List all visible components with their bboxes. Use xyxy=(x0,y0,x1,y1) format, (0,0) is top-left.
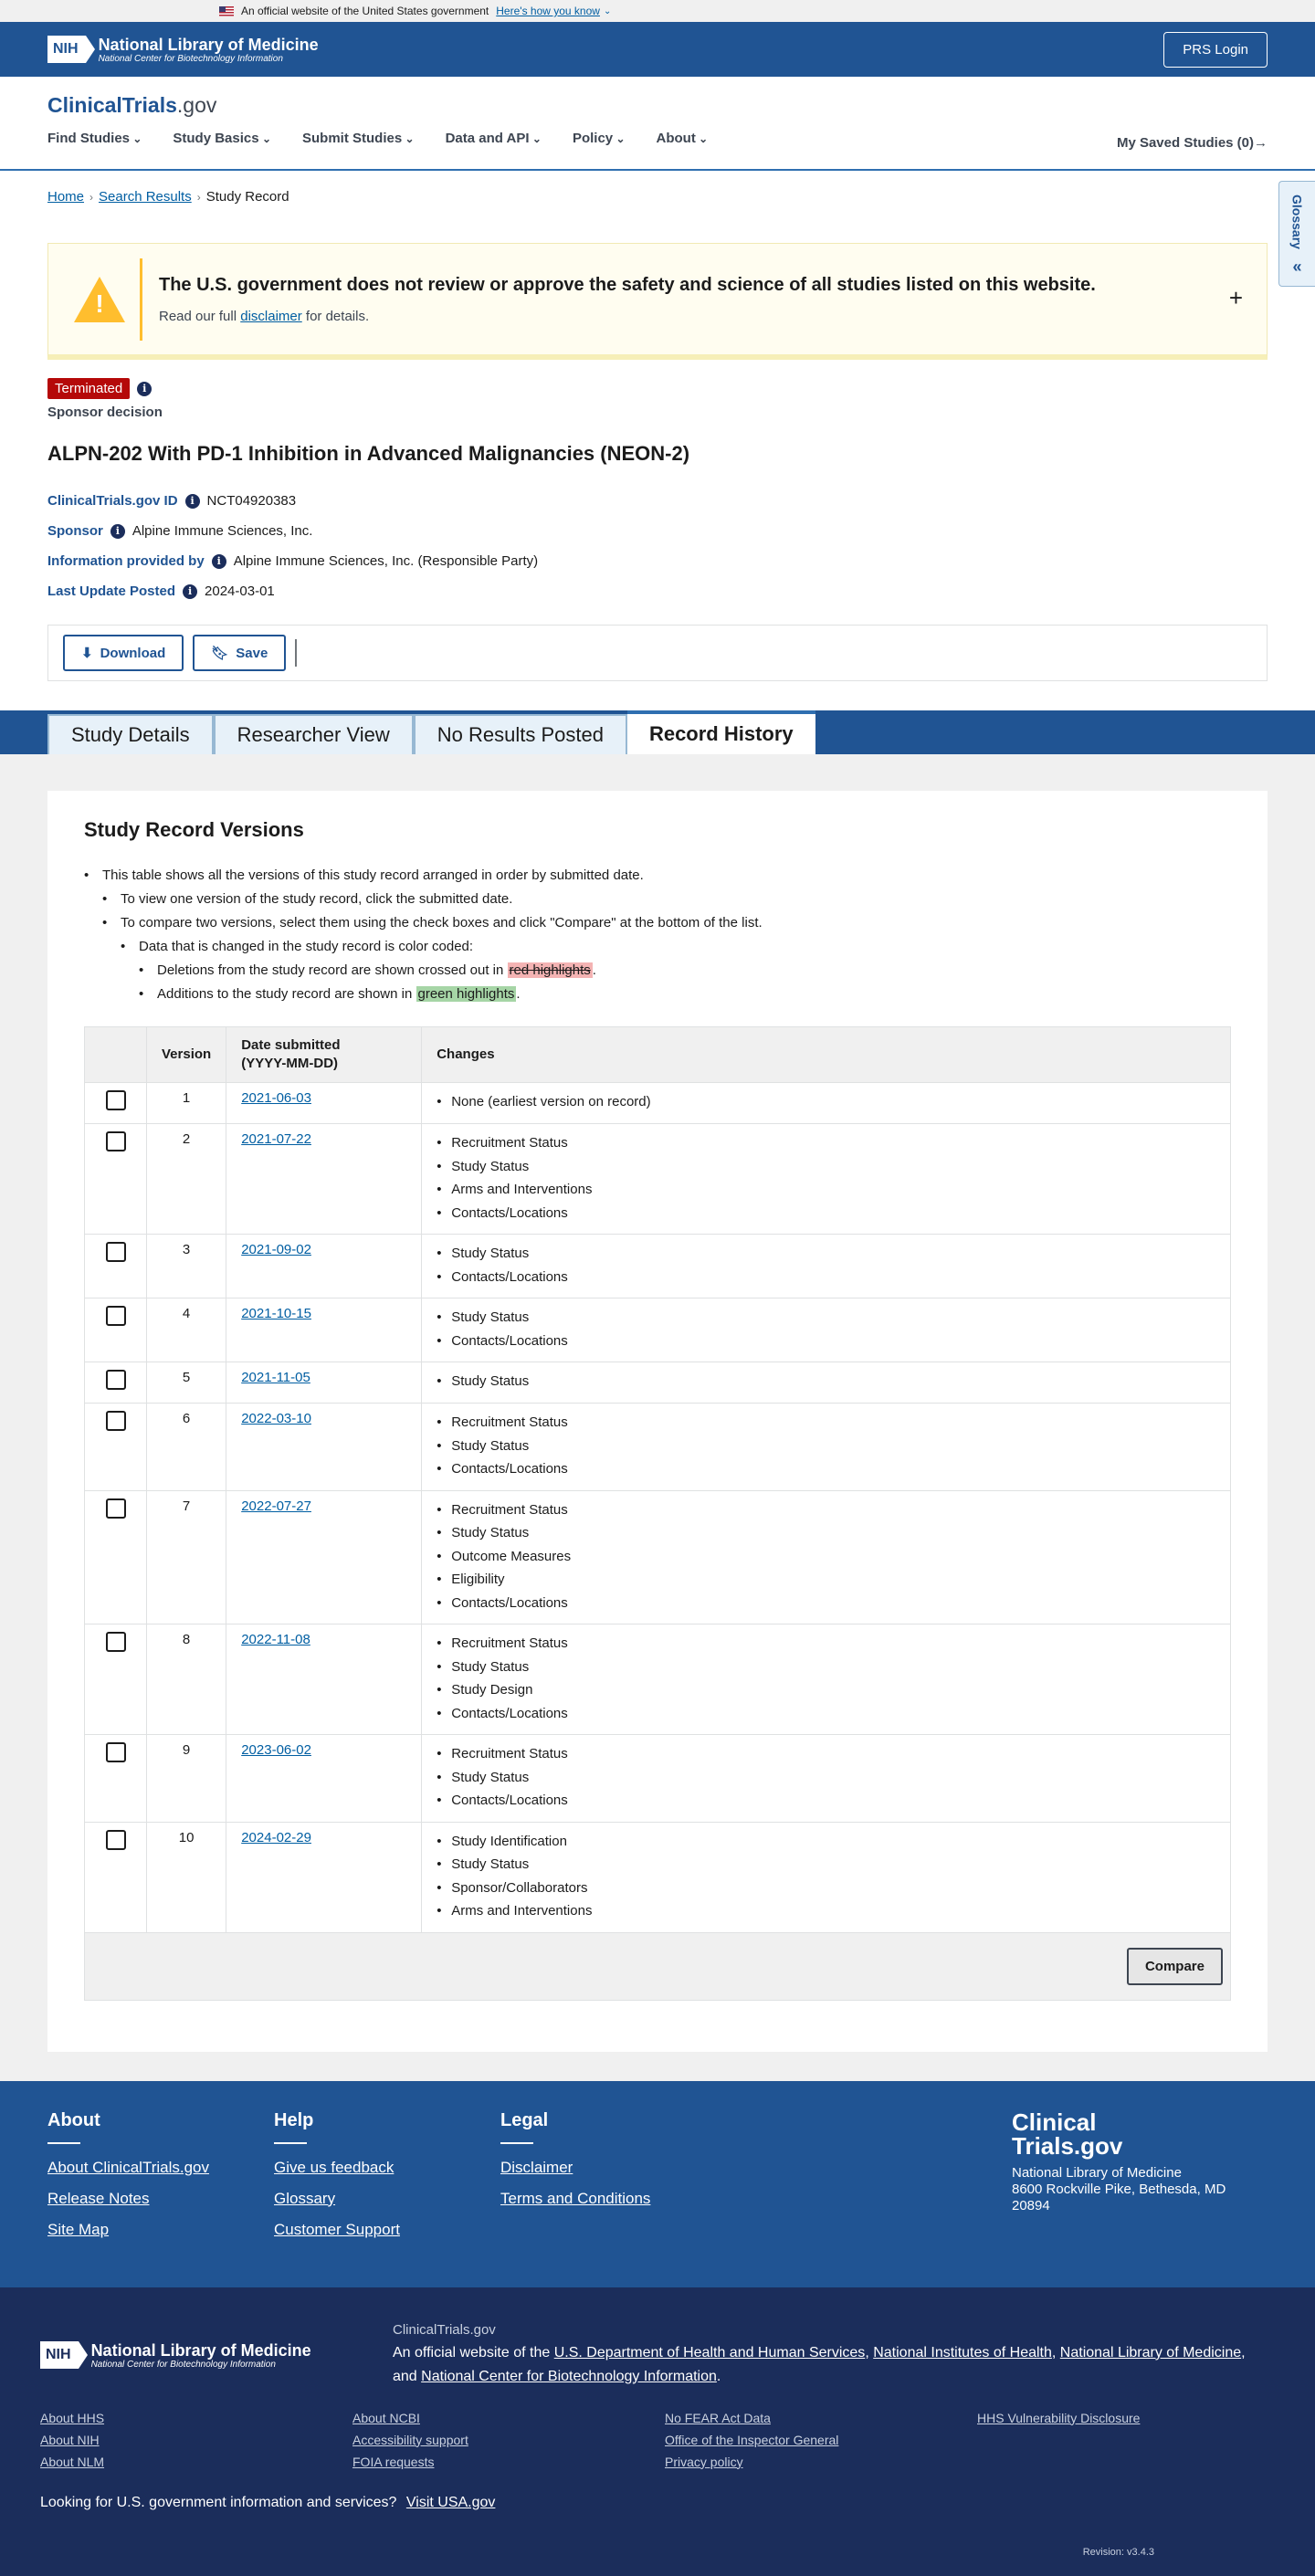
footer-bottom-link[interactable]: About HHS xyxy=(40,2410,105,2425)
footer-col-help xyxy=(274,2110,500,2258)
changes-cell xyxy=(422,1362,1231,1404)
version-checkbox[interactable] xyxy=(106,1306,126,1326)
site-header xyxy=(0,77,1315,171)
version-checkbox[interactable] xyxy=(106,1411,126,1431)
footer-heading-rule xyxy=(47,2142,80,2144)
change-item: • Contacts/Locations xyxy=(437,1266,1215,1289)
tab-study-details[interactable]: Study Details xyxy=(47,714,214,754)
changes-list xyxy=(437,1306,1215,1352)
nlm-link[interactable]: National Library of Medicine xyxy=(1059,2344,1242,2360)
disclaimer-divider xyxy=(140,258,142,341)
save-button[interactable] xyxy=(193,635,286,671)
select-cell xyxy=(85,1299,147,1362)
table-header-row xyxy=(85,1027,1231,1083)
versions-title: Study Record Versions xyxy=(84,818,304,841)
version-date-link[interactable]: 2022-03-10 xyxy=(241,1411,311,1426)
meta-label: Information provided by xyxy=(47,553,205,569)
change-item: • Recruitment Status xyxy=(437,1742,1215,1766)
logo-main: ClinicalTrials xyxy=(47,93,177,117)
footer-bottom-link[interactable]: Privacy policy xyxy=(665,2454,743,2469)
footer-ct-logo[interactable] xyxy=(1012,2110,1226,2158)
date-cell xyxy=(226,1124,422,1235)
nih-bar xyxy=(0,22,1315,77)
save-label: Save xyxy=(236,645,268,661)
change-item: • Contacts/Locations xyxy=(437,1702,1215,1726)
change-item: • Contacts/Locations xyxy=(437,1202,1215,1225)
footer-bottom-links xyxy=(40,2411,1275,2469)
clinicaltrials-logo[interactable] xyxy=(47,93,1268,118)
changes-list xyxy=(437,1742,1215,1813)
table-row xyxy=(85,1299,1231,1362)
footer-link[interactable]: About ClinicalTrials.gov xyxy=(47,2158,209,2176)
change-item: • Recruitment Status xyxy=(437,1131,1215,1155)
change-item: • Recruitment Status xyxy=(437,1498,1215,1522)
footer-heading: Legal xyxy=(500,2109,549,2130)
footer-link[interactable]: Disclaimer xyxy=(500,2158,573,2176)
meta-row-provided-by xyxy=(47,546,1268,576)
study-meta xyxy=(0,466,1315,606)
download-label: Download xyxy=(100,645,166,661)
footer-link[interactable]: Glossary xyxy=(274,2189,336,2207)
nih-link[interactable]: National Institutes of Health xyxy=(873,2344,1052,2360)
footer-site-name: ClinicalTrials.gov xyxy=(393,2321,496,2338)
footer-bottom-link-empty xyxy=(977,2433,1251,2447)
period: . xyxy=(716,2368,721,2384)
info-icon[interactable]: i xyxy=(137,382,152,396)
download-icon: ⬇ xyxy=(81,646,93,661)
change-item: • None (earliest version on record) xyxy=(437,1090,1215,1114)
change-item: • Study Status xyxy=(437,1853,1215,1877)
footer-bottom-link[interactable]: About NIH xyxy=(40,2432,100,2447)
footer-col-about xyxy=(47,2110,274,2258)
select-cell xyxy=(85,1624,147,1735)
meta-row-last-update xyxy=(47,576,1268,606)
bookmark-icon: 🔖︎ xyxy=(211,646,229,661)
main-nav xyxy=(47,131,1268,146)
footer-bottom-link[interactable]: FOIA requests xyxy=(352,2454,435,2469)
changes-list xyxy=(437,1498,1215,1615)
version-date-link[interactable]: 2021-07-22 xyxy=(241,1131,311,1147)
footer-logo-line2: Trials.gov xyxy=(1012,2131,1123,2160)
meta-value: 2024-03-01 xyxy=(205,584,275,599)
changes-list xyxy=(437,1131,1215,1225)
footer-heading: Help xyxy=(274,2109,314,2130)
disclaimer-title: The U.S. government does not review or approve the safety and science of all studies listed on this website. xyxy=(159,274,1096,295)
change-item: • Contacts/Locations xyxy=(437,1789,1215,1813)
change-item: • Study Status xyxy=(437,1306,1215,1330)
breadcrumb-search-results[interactable]: Search Results xyxy=(99,189,192,205)
changes-cell xyxy=(422,1404,1231,1491)
meta-value: Alpine Immune Sciences, Inc. (Responsible Party) xyxy=(233,553,539,569)
select-cell xyxy=(85,1735,147,1823)
nav-data-and-api[interactable]: Data and API ⌄ xyxy=(446,131,542,146)
chevron-down-icon: ⌄ xyxy=(603,5,612,16)
breadcrumb-home[interactable]: Home xyxy=(47,189,85,205)
period: . xyxy=(592,962,596,978)
version-date-link[interactable]: 2021-11-05 xyxy=(241,1370,310,1385)
nav-study-basics[interactable]: Study Basics ⌄ xyxy=(173,131,271,146)
version-cell: 8 xyxy=(147,1624,226,1735)
compare-button[interactable]: Compare xyxy=(1127,1948,1223,1985)
table-row xyxy=(85,1235,1231,1299)
version-checkbox[interactable] xyxy=(106,1498,126,1519)
change-item: • Arms and Interventions xyxy=(437,1178,1215,1202)
header-select xyxy=(85,1027,147,1083)
warning-icon: ! xyxy=(74,277,125,322)
content-area xyxy=(0,754,1315,2081)
us-flag-icon xyxy=(219,6,234,16)
footer-bottom-link-empty xyxy=(977,2455,1251,2469)
nih-badge: NIH xyxy=(47,36,86,63)
period: . xyxy=(516,986,521,1002)
gov-banner-text: An official website of the United States government xyxy=(241,5,489,17)
tab-record-history[interactable]: Record History xyxy=(627,710,815,754)
change-item: • Study Status xyxy=(437,1656,1215,1679)
table-row xyxy=(85,1624,1231,1735)
footer-link[interactable]: Site Map xyxy=(47,2220,110,2238)
footer-official-text xyxy=(393,2341,1246,2389)
version-date-link[interactable]: 2024-02-29 xyxy=(241,1829,311,1845)
instruction-item: • To view one version of the study record, click the submitted date. xyxy=(102,888,1231,911)
study-title: ALPN-202 With PD-1 Inhibition in Advanced Malignancies (NEON-2) xyxy=(47,442,690,465)
red-highlight-sample: red highlights xyxy=(509,962,591,978)
version-cell: 2 xyxy=(147,1124,226,1235)
versions-instructions xyxy=(84,864,1231,1006)
address-line: 8600 Rockville Pike, Bethesda, MD xyxy=(1012,2181,1226,2197)
change-item: • Study Status xyxy=(437,1435,1215,1458)
changes-list xyxy=(437,1242,1215,1288)
instruction-item: • This table shows all the versions of this study record arranged in order by submitted date. xyxy=(84,864,1231,888)
footer-official-info xyxy=(393,2322,1246,2389)
change-item: • Contacts/Locations xyxy=(437,1592,1215,1615)
version-cell: 4 xyxy=(147,1299,226,1362)
date-cell xyxy=(226,1822,422,1932)
header-date xyxy=(226,1027,422,1083)
info-icon[interactable]: i xyxy=(110,524,125,539)
table-row xyxy=(85,1404,1231,1491)
instruction-item: • To compare two versions, select them using the check boxes and click "Compare" at the bottom of the list. xyxy=(102,911,1231,935)
footer-bottom-link[interactable]: No FEAR Act Data xyxy=(665,2410,771,2425)
nav-about[interactable]: About ⌄ xyxy=(657,131,709,146)
date-cell xyxy=(226,1299,422,1362)
meta-value: NCT04920383 xyxy=(206,493,297,509)
date-cell xyxy=(226,1083,422,1124)
nav-policy[interactable]: Policy ⌄ xyxy=(573,131,626,146)
address-line: National Library of Medicine xyxy=(1012,2164,1182,2181)
info-icon[interactable]: i xyxy=(183,584,197,599)
change-item: • Contacts/Locations xyxy=(437,1457,1215,1481)
footer-bottom-link[interactable]: About NCBI xyxy=(352,2410,420,2425)
header-changes: Changes xyxy=(422,1027,1231,1083)
table-row xyxy=(85,1490,1231,1624)
info-icon[interactable]: i xyxy=(185,494,200,509)
changes-list xyxy=(437,1632,1215,1725)
usa-gov-text: Looking for U.S. government information and services? xyxy=(40,2494,397,2510)
changes-cell xyxy=(422,1735,1231,1823)
disclaimer-text xyxy=(159,309,1096,324)
header-date-line1: Date submitted xyxy=(241,1037,341,1053)
changes-cell xyxy=(422,1124,1231,1235)
change-item: • Recruitment Status xyxy=(437,1411,1215,1435)
nlm-title: National Library of Medicine xyxy=(90,2340,311,2360)
changes-cell xyxy=(422,1235,1231,1299)
select-cell xyxy=(85,1822,147,1932)
change-item: • Eligibility xyxy=(437,1568,1215,1592)
meta-label: Last Update Posted xyxy=(47,584,176,599)
change-item: • Study Identification xyxy=(437,1830,1215,1854)
status-row xyxy=(0,360,1315,399)
breadcrumb-current: Study Record xyxy=(205,189,289,205)
nih-badge: NIH xyxy=(40,2341,79,2369)
deletions-text: Deletions from the study record are shown crossed out in xyxy=(157,962,504,978)
version-date-link[interactable]: 2022-11-08 xyxy=(241,1632,310,1647)
double-chevron-left-icon: « xyxy=(1292,258,1302,276)
meta-value: Alpine Immune Sciences, Inc. xyxy=(132,523,313,539)
table-row xyxy=(85,1822,1231,1932)
version-cell: 3 xyxy=(147,1235,226,1299)
date-cell xyxy=(226,1490,422,1624)
select-cell xyxy=(85,1083,147,1124)
version-checkbox[interactable] xyxy=(106,1090,126,1110)
change-item: • Outcome Measures xyxy=(437,1545,1215,1569)
nav-find-studies[interactable]: Find Studies ⌄ xyxy=(47,131,142,146)
table-row xyxy=(85,1362,1231,1404)
changes-list xyxy=(437,1370,1215,1393)
address-line: 20894 xyxy=(1012,2197,1050,2213)
changes-cell xyxy=(422,1624,1231,1735)
version-date-link[interactable]: 2023-06-02 xyxy=(241,1742,311,1758)
select-cell xyxy=(85,1235,147,1299)
version-date-link[interactable]: 2021-06-03 xyxy=(241,1090,311,1106)
change-item: • Study Status xyxy=(437,1155,1215,1179)
record-tabs xyxy=(0,710,1315,754)
change-item: • Study Status xyxy=(437,1521,1215,1545)
changes-list xyxy=(437,1411,1215,1481)
and-text: and xyxy=(393,2368,417,2384)
change-item: • Study Status xyxy=(437,1242,1215,1266)
tab-no-results-posted[interactable]: No Results Posted xyxy=(414,714,627,754)
footer-link[interactable]: Customer Support xyxy=(274,2220,400,2238)
date-cell xyxy=(226,1404,422,1491)
chevron-right-icon: › xyxy=(196,190,201,204)
logo-suffix: .gov xyxy=(176,93,217,117)
saved-studies-link[interactable]: My Saved Studies (0)→ xyxy=(1116,135,1268,151)
expand-plus-icon[interactable]: + xyxy=(1228,284,1243,311)
footer-link[interactable]: Release Notes xyxy=(47,2189,150,2207)
date-cell xyxy=(226,1362,422,1404)
chevron-right-icon: › xyxy=(89,190,94,204)
ncbi-subtitle: National Center for Biotechnology Information xyxy=(90,2359,276,2370)
change-item: • Study Status xyxy=(437,1370,1215,1393)
disclaimer-post: for details. xyxy=(305,308,370,324)
nav-submit-studies[interactable]: Submit Studies ⌄ xyxy=(302,131,415,146)
status-reason: Sponsor decision xyxy=(47,405,163,420)
action-divider xyxy=(295,639,297,667)
changes-cell xyxy=(422,1299,1231,1362)
date-cell xyxy=(226,1624,422,1735)
info-icon[interactable]: i xyxy=(212,554,226,569)
change-item: • Arms and Interventions xyxy=(437,1899,1215,1923)
glossary-tab[interactable] xyxy=(1278,181,1315,287)
meta-row-id xyxy=(47,486,1268,516)
footer-heading-rule xyxy=(274,2142,307,2144)
version-checkbox[interactable] xyxy=(106,1131,126,1151)
comma: , xyxy=(1241,2344,1246,2360)
changes-list xyxy=(437,1090,1215,1114)
version-date-link[interactable]: 2021-10-15 xyxy=(241,1306,311,1321)
version-cell: 5 xyxy=(147,1362,226,1404)
header-date-line2: (YYYY-MM-DD) xyxy=(241,1056,339,1071)
footer-logo-line1: Clinical xyxy=(1012,2108,1097,2136)
footer-link[interactable]: Give us feedback xyxy=(274,2158,394,2176)
prs-login-button[interactable]: PRS Login xyxy=(1163,32,1268,68)
gov-banner xyxy=(0,0,1315,22)
changes-list xyxy=(437,1830,1215,1923)
version-cell: 1 xyxy=(147,1083,226,1124)
footer-heading-rule xyxy=(500,2142,533,2144)
version-checkbox[interactable] xyxy=(106,1370,126,1390)
version-checkbox[interactable] xyxy=(106,1242,126,1262)
footer-brand xyxy=(1012,2110,1226,2214)
ncbi-link[interactable]: National Center for Biotechnology Information xyxy=(421,2368,717,2384)
select-cell xyxy=(85,1362,147,1404)
footer-bottom-link[interactable]: Office of the Inspector General xyxy=(665,2432,839,2447)
select-cell xyxy=(85,1124,147,1235)
version-cell: 10 xyxy=(147,1822,226,1932)
heres-how-you-know-link[interactable]: Here's how you know xyxy=(496,5,600,17)
footer-bottom-link[interactable]: Accessibility support xyxy=(352,2432,468,2447)
footer-bottom-link[interactable]: HHS Vulnerability Disclosure xyxy=(977,2410,1141,2425)
breadcrumb xyxy=(0,171,1315,205)
nlm-title: National Library of Medicine xyxy=(98,35,319,54)
footer-address xyxy=(1012,2165,1226,2214)
version-date-link[interactable]: 2021-09-02 xyxy=(241,1242,311,1257)
change-item: • Study Design xyxy=(437,1678,1215,1702)
version-checkbox[interactable] xyxy=(106,1742,126,1762)
revision-label: Revision: v3.4.3 xyxy=(1082,2546,1154,2558)
change-item: • Sponsor/Collaborators xyxy=(437,1877,1215,1900)
select-cell xyxy=(85,1404,147,1491)
status-badge: Terminated xyxy=(47,378,130,399)
official-pre: An official website of the xyxy=(393,2344,551,2360)
footer-nlm-logo[interactable] xyxy=(40,2322,393,2389)
changes-cell xyxy=(422,1490,1231,1624)
comma: , xyxy=(865,2344,869,2360)
instruction-item-additions xyxy=(139,983,1231,1006)
header-version: Version xyxy=(147,1027,226,1083)
disclaimer-alert xyxy=(47,243,1268,360)
version-checkbox[interactable] xyxy=(106,1632,126,1652)
change-item: • Contacts/Locations xyxy=(437,1330,1215,1353)
tab-researcher-view[interactable]: Researcher View xyxy=(214,714,414,754)
usa-gov-link[interactable]: Visit USA.gov xyxy=(405,2494,496,2510)
version-cell: 6 xyxy=(147,1404,226,1491)
green-highlight-sample: green highlights xyxy=(417,986,515,1002)
nlm-logo[interactable] xyxy=(47,36,319,64)
hhs-link[interactable]: U.S. Department of Health and Human Services xyxy=(553,2344,866,2360)
footer-bottom xyxy=(0,2287,1315,2576)
versions-card xyxy=(47,791,1268,2052)
table-row xyxy=(85,1124,1231,1235)
disclaimer-pre: Read our full xyxy=(159,308,237,324)
additions-text: Additions to the study record are shown in xyxy=(157,986,413,1002)
date-cell xyxy=(226,1735,422,1823)
footer-bottom-link[interactable]: About NLM xyxy=(40,2454,105,2469)
compare-row xyxy=(85,1932,1231,2000)
instruction-item-deletions xyxy=(139,959,1231,983)
version-checkbox[interactable] xyxy=(106,1830,126,1850)
versions-table xyxy=(84,1026,1231,2001)
change-item: • Study Status xyxy=(437,1766,1215,1790)
footer-col-legal xyxy=(500,2110,727,2258)
changes-cell xyxy=(422,1822,1231,1932)
ncbi-subtitle: National Center for Biotechnology Information xyxy=(98,53,283,64)
changes-cell xyxy=(422,1083,1231,1124)
version-cell: 9 xyxy=(147,1735,226,1823)
usa-gov-line xyxy=(40,2495,1275,2511)
select-cell xyxy=(85,1490,147,1624)
footer-top xyxy=(0,2081,1315,2287)
date-cell xyxy=(226,1235,422,1299)
footer-link[interactable]: Terms and Conditions xyxy=(500,2189,651,2207)
download-button[interactable] xyxy=(63,635,184,671)
meta-label: ClinicalTrials.gov ID xyxy=(47,493,178,509)
change-item: • Recruitment Status xyxy=(437,1632,1215,1656)
glossary-label: Glossary xyxy=(1289,195,1305,249)
meta-row-sponsor xyxy=(47,516,1268,546)
version-cell: 7 xyxy=(147,1490,226,1624)
instruction-item: • Data that is changed in the study record is color coded: xyxy=(121,935,1231,959)
compare-cell xyxy=(85,1932,1231,2000)
table-row xyxy=(85,1735,1231,1823)
table-row xyxy=(85,1083,1231,1124)
meta-label: Sponsor xyxy=(47,523,103,539)
action-bar xyxy=(47,625,1268,681)
disclaimer-link[interactable]: disclaimer xyxy=(240,308,302,324)
footer-heading: About xyxy=(47,2109,100,2130)
version-date-link[interactable]: 2022-07-27 xyxy=(241,1498,311,1514)
comma: , xyxy=(1051,2344,1057,2360)
